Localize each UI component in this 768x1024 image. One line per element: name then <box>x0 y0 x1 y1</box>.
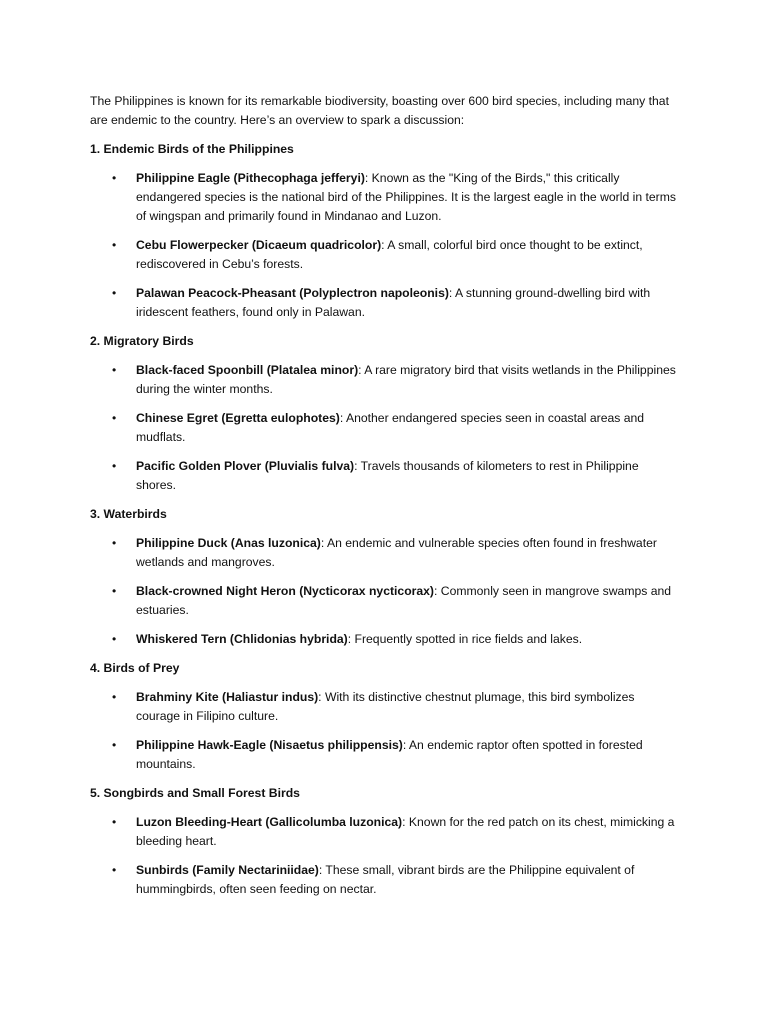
bird-description: : Frequently spotted in rice fields and lakes. <box>347 632 583 646</box>
bird-list <box>90 361 680 495</box>
intro-paragraph: The Philippines is known for its remarkable biodiversity, boasting over 600 bird species, including many that are endemic to the country. Here’s an overview to spark a discussion: <box>90 94 669 127</box>
bullet-icon: • <box>112 738 117 752</box>
section-heading: 2. Migratory Birds <box>90 334 194 348</box>
bullet-icon: • <box>112 459 117 473</box>
bird-description: : A stunning ground-dwelling bird with iridescent feathers, found only in Palawan. <box>136 286 651 319</box>
list-item <box>90 813 680 851</box>
bird-description: : An endemic raptor often spotted in forested mountains. <box>136 738 643 771</box>
bird-name: Philippine Duck (Anas luzonica) <box>136 536 321 550</box>
bullet-icon: • <box>112 584 117 598</box>
list-item <box>90 457 680 495</box>
bird-name: Cebu Flowerpecker (Dicaeum quadricolor) <box>136 238 382 252</box>
bird-description: : Another endangered species seen in coastal areas and mudflats. <box>136 411 645 444</box>
bird-description: : A rare migratory bird that visits wetlands in the Philippines during the winter months. <box>136 363 676 396</box>
bullet-icon: • <box>112 815 117 829</box>
bird-name: Whiskered Tern (Chlidonias hybrida) <box>136 632 348 646</box>
bird-description: : An endemic and vulnerable species often found in freshwater wetlands and mangroves. <box>136 536 657 569</box>
section-heading: 3. Waterbirds <box>90 507 167 521</box>
list-item <box>90 534 680 572</box>
document-page <box>90 92 680 909</box>
bullet-icon: • <box>112 632 117 646</box>
section-heading: 1. Endemic Birds of the Philippines <box>90 142 294 156</box>
bird-description: : These small, vibrant birds are the Philippine equivalent of hummingbirds, often seen feeding on nectar. <box>136 863 635 896</box>
bullet-icon: • <box>112 238 117 252</box>
list-item <box>90 630 680 649</box>
list-item <box>90 688 680 726</box>
bird-name: Sunbirds (Family Nectariniidae) <box>136 863 319 877</box>
bird-description: : With its distinctive chestnut plumage, this bird symbolizes courage in Filipino culture. <box>136 690 635 723</box>
list-item <box>90 582 680 620</box>
bird-name: Philippine Hawk-Eagle (Nisaetus philippensis) <box>136 738 403 752</box>
bullet-icon: • <box>112 363 117 377</box>
bird-name: Pacific Golden Plover (Pluvialis fulva) <box>136 459 355 473</box>
bullet-icon: • <box>112 863 117 877</box>
bird-description: : Commonly seen in mangrove swamps and estuaries. <box>136 584 672 617</box>
bird-description: : Known for the red patch on its chest, mimicking a bleeding heart. <box>136 815 675 848</box>
section-heading: 5. Songbirds and Small Forest Birds <box>90 786 300 800</box>
list-item <box>90 361 680 399</box>
bird-list <box>90 688 680 774</box>
bird-name: Black-crowned Night Heron (Nycticorax nycticorax) <box>136 584 434 598</box>
bullet-icon: • <box>112 411 117 425</box>
bird-description: : Travels thousands of kilometers to rest in Philippine shores. <box>136 459 639 492</box>
bullet-icon: • <box>112 171 117 185</box>
list-item <box>90 284 680 322</box>
bird-list <box>90 534 680 649</box>
bird-name: Black-faced Spoonbill (Platalea minor) <box>136 363 359 377</box>
bird-description: : Known as the "King of the Birds," this critically endangered species is the national bird of the Philippines. It is the largest eagle in the world in terms of wingspan and primarily found in Mindanao and Luzon. <box>136 171 676 223</box>
bird-name: Brahminy Kite (Haliastur indus) <box>136 690 319 704</box>
bird-list <box>90 169 680 322</box>
section-heading: 4. Birds of Prey <box>90 661 180 675</box>
bird-name: Luzon Bleeding-Heart (Gallicolumba luzonica) <box>136 815 403 829</box>
bullet-icon: • <box>112 690 117 704</box>
list-item <box>90 236 680 274</box>
list-item <box>90 736 680 774</box>
list-item <box>90 409 680 447</box>
bullet-icon: • <box>112 286 117 300</box>
bird-list <box>90 813 680 899</box>
bird-name: Palawan Peacock-Pheasant (Polyplectron napoleonis) <box>136 286 449 300</box>
list-item <box>90 169 680 226</box>
bird-name: Chinese Egret (Egretta eulophotes) <box>136 411 340 425</box>
bullet-icon: • <box>112 536 117 550</box>
bird-name: Philippine Eagle (Pithecophaga jefferyi) <box>136 171 365 185</box>
bird-description: : A small, colorful bird once thought to be extinct, rediscovered in Cebu’s forests. <box>136 238 643 271</box>
list-item <box>90 861 680 899</box>
